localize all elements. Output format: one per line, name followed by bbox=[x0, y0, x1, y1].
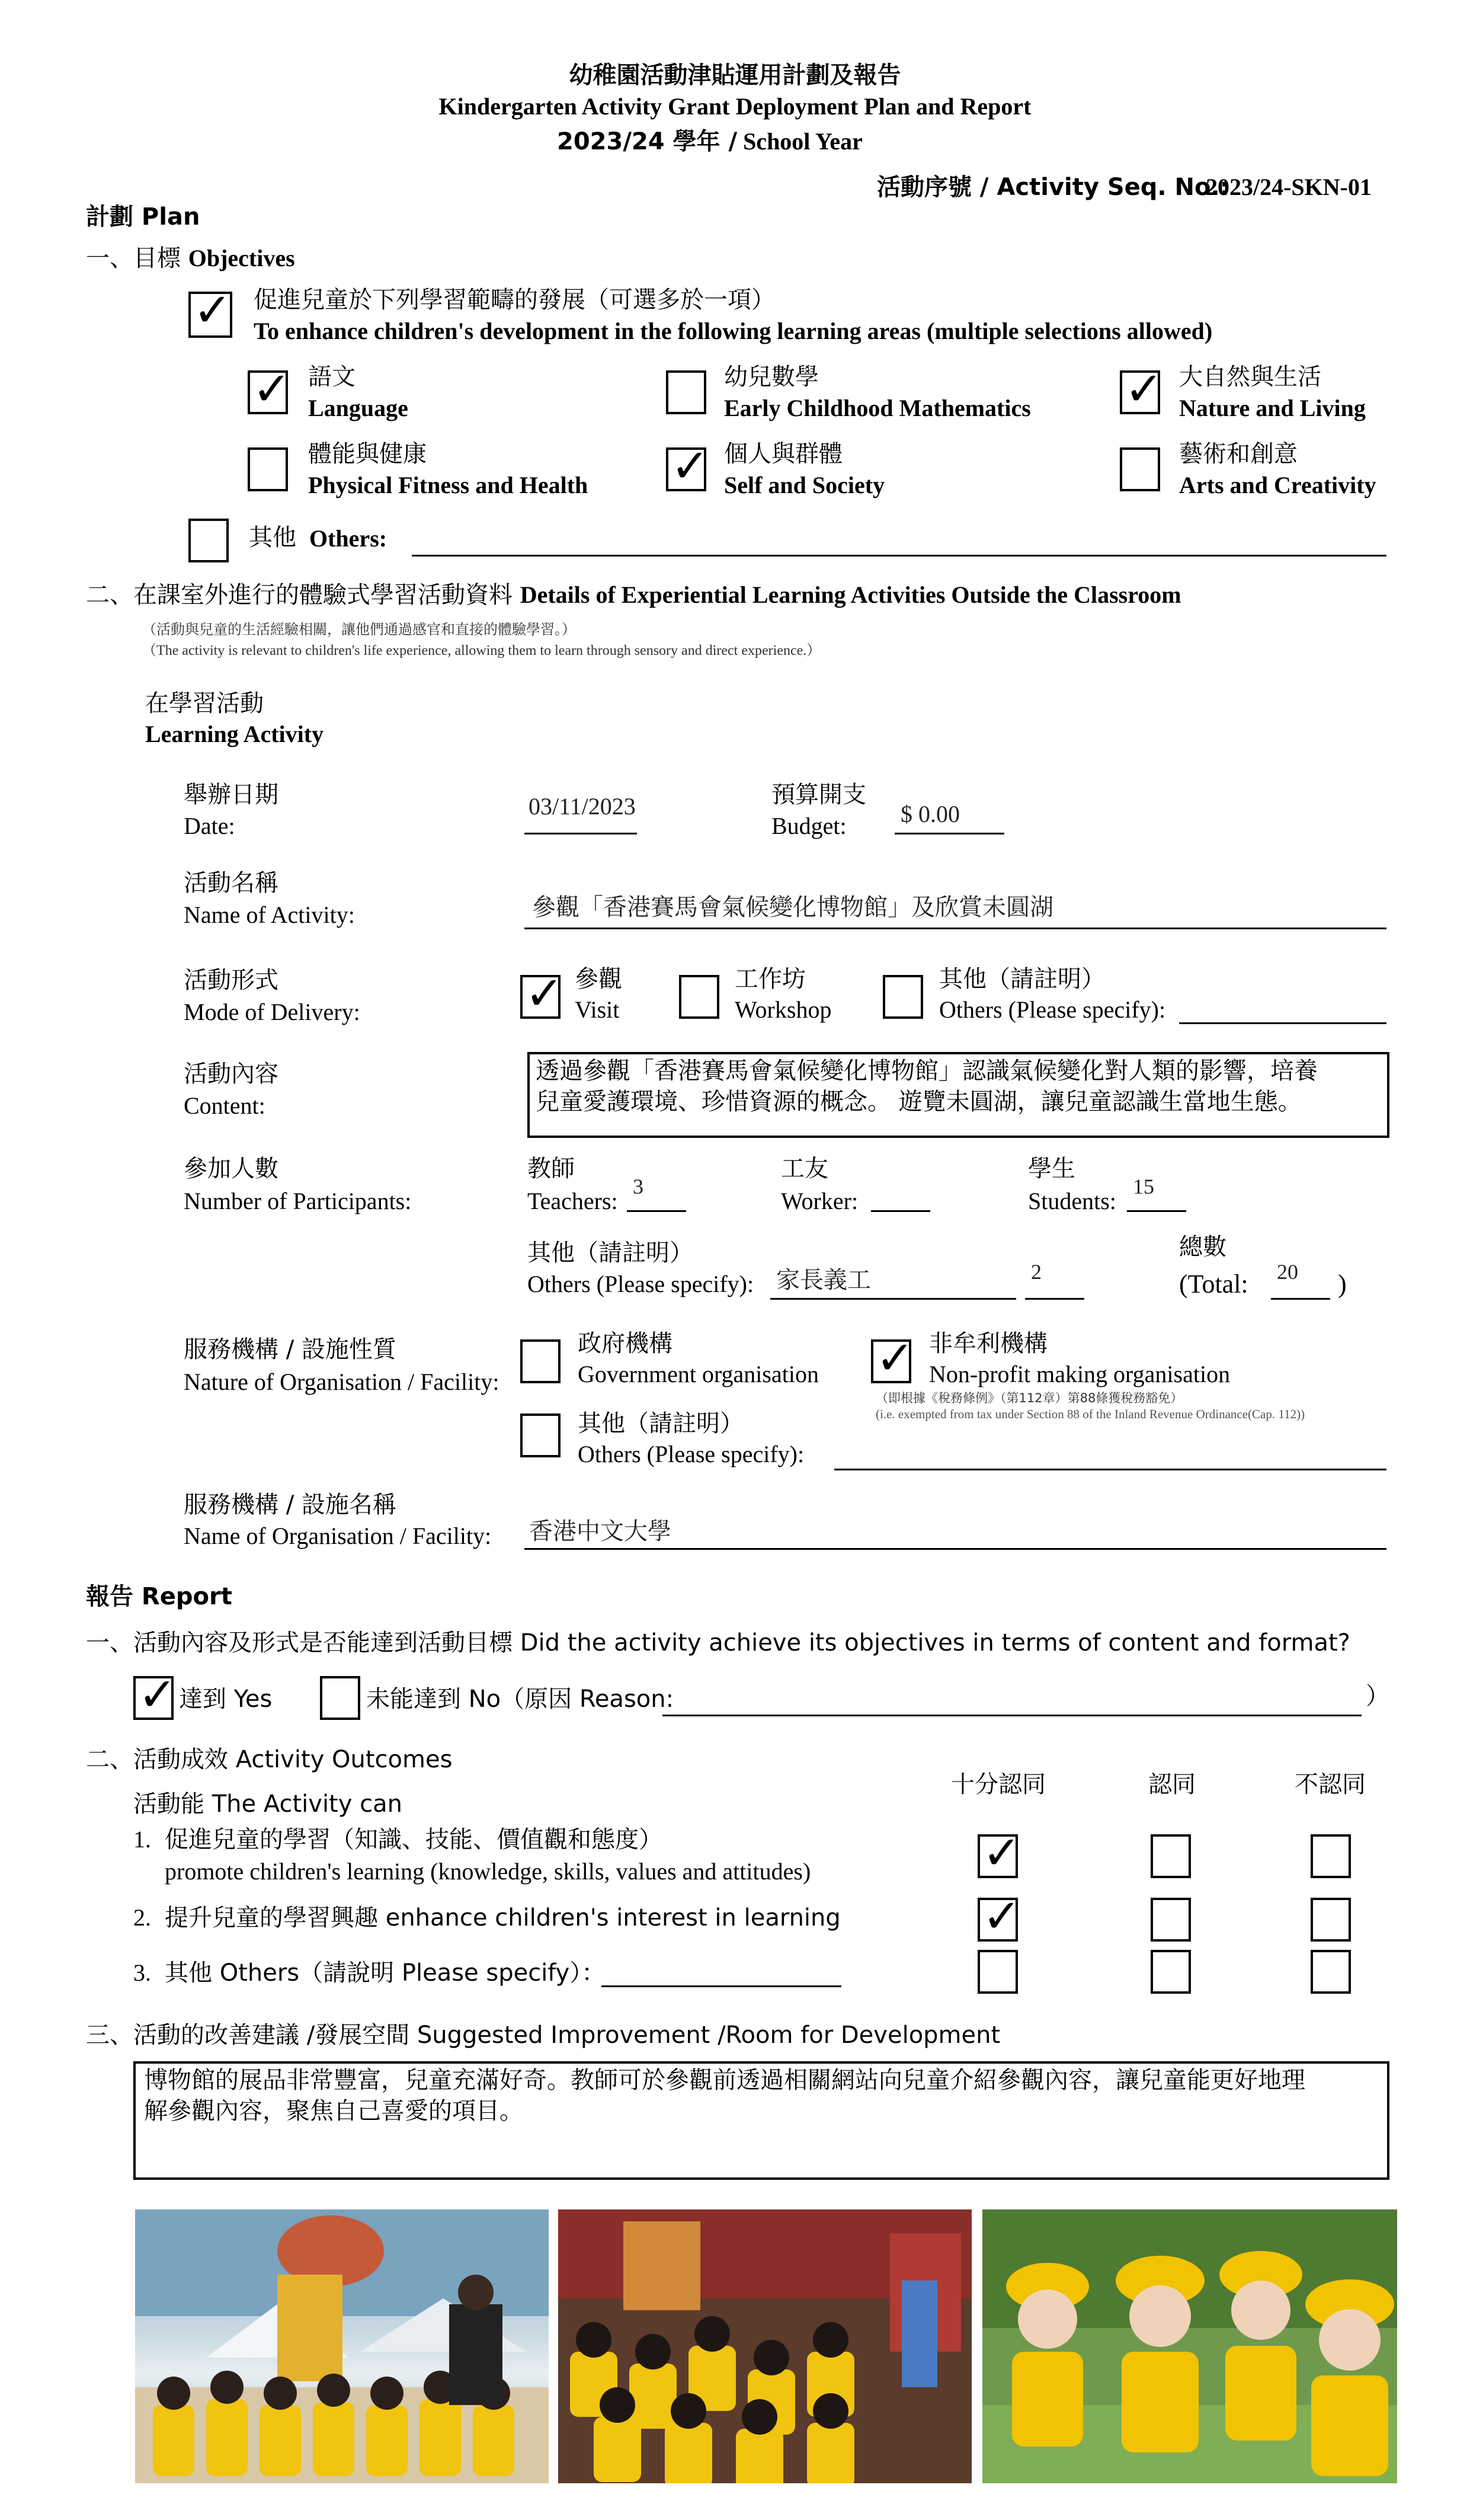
details-heading-zh: 二、在課室外進行的體驗式學習活動資料 bbox=[86, 581, 513, 609]
students-en: Students: bbox=[1028, 1188, 1116, 1214]
budget-en: Budget: bbox=[771, 813, 847, 839]
improve-box[interactable] bbox=[133, 2061, 1389, 2180]
outcome-zh: 促進兒童的學習（知識、技能、價值觀和態度） bbox=[165, 1826, 662, 1853]
participants-zh: 參加人數 bbox=[184, 1155, 278, 1182]
area-en: Nature and Living bbox=[1179, 395, 1366, 421]
total-value[interactable]: 20 bbox=[1277, 1260, 1298, 1284]
col-header: 十分認同 bbox=[951, 1771, 1046, 1798]
outcome1-strongly-agree-checkbox[interactable] bbox=[978, 1827, 1021, 1880]
yes-checkbox[interactable] bbox=[133, 1668, 177, 1722]
outcome3-disagree-checkbox[interactable] bbox=[1311, 1950, 1351, 1994]
mode-en-label: Others (Please specify): bbox=[939, 996, 1166, 1023]
school-year-prefix: 2023/24 學年 / bbox=[557, 128, 738, 155]
mode-en-label: Workshop bbox=[735, 996, 832, 1023]
worker-line bbox=[871, 1210, 930, 1212]
area-checkbox-arts[interactable] bbox=[1120, 447, 1160, 491]
participants-others-count[interactable]: 2 bbox=[1031, 1260, 1042, 1284]
area-zh: 個人與群體 bbox=[724, 440, 843, 468]
area-en: Language bbox=[308, 395, 408, 421]
org-other-zh: 其他（請註明） bbox=[578, 1410, 744, 1437]
no-checkbox[interactable] bbox=[320, 1676, 360, 1720]
check-icon: ✓ bbox=[982, 1827, 1021, 1880]
participants-others-line bbox=[770, 1298, 1016, 1300]
content-line: 兒童愛護環境、珍惜資源的概念。 遊覽未圓湖，讓兒童認識生當地生態。 bbox=[536, 1088, 1302, 1115]
org-npo-note-en: (i.e. exempted from tax under Section 88 of the Inland Revenue Ordinance(Cap. 112)) bbox=[876, 1407, 1305, 1421]
others-objective-zh: 其他 bbox=[249, 524, 296, 551]
orgname-zh: 服務機構 / 設施名稱 bbox=[184, 1491, 396, 1518]
plan-heading: 計劃 Plan bbox=[86, 203, 200, 231]
yes-label: 達到 Yes bbox=[179, 1686, 273, 1713]
worker-zh: 工友 bbox=[781, 1155, 828, 1182]
outcome1-agree-checkbox[interactable] bbox=[1151, 1834, 1191, 1878]
students-zh: 學生 bbox=[1028, 1155, 1075, 1182]
outcome2-agree-checkbox[interactable] bbox=[1151, 1898, 1191, 1942]
close-paren: ） bbox=[1366, 1683, 1389, 1710]
content-zh: 活動內容 bbox=[184, 1060, 278, 1088]
org-zh: 服務機構 / 設施性質 bbox=[184, 1336, 396, 1363]
org-gov-zh: 政府機構 bbox=[578, 1330, 672, 1357]
mode-others-checkbox[interactable] bbox=[883, 975, 923, 1019]
title-en: Kindergarten Activity Grant Deployment Plan and Report bbox=[438, 93, 1032, 120]
main-objective-en: To enhance children's development in the following learning areas (multiple selections allowed) bbox=[254, 318, 1213, 344]
check-icon: ✓ bbox=[252, 363, 292, 416]
students-value[interactable]: 15 bbox=[1133, 1175, 1154, 1198]
title-zh: 幼稚園活動津貼運用計劃及報告 bbox=[569, 62, 901, 89]
report-heading: 報告 Report bbox=[86, 1583, 232, 1610]
objectives-zh: 一、目標 bbox=[86, 245, 181, 272]
outcome1-disagree-checkbox[interactable] bbox=[1311, 1834, 1351, 1878]
outcomes-heading: 二、活動成效 Activity Outcomes bbox=[86, 1746, 453, 1773]
outcome3-strongly-agree-checkbox[interactable] bbox=[978, 1950, 1018, 1994]
orgname-value[interactable]: 香港中文大學 bbox=[529, 1518, 671, 1545]
total-line bbox=[1271, 1298, 1330, 1300]
total-close: ) bbox=[1338, 1269, 1347, 1299]
col-header: 認同 bbox=[1148, 1771, 1196, 1798]
report-q1: 一、活動內容及形式是否能達到活動目標 Did the activity achieve its objectives in terms of content and format? bbox=[86, 1629, 1350, 1656]
participants-en: Number of Participants: bbox=[184, 1188, 412, 1214]
improve-line: 博物館的展品非常豐富，兒童充滿好奇。教師可於參觀前透過相關網站向兒童介紹參觀內容，讓兒童能更好地理 bbox=[144, 2067, 1305, 2094]
outcome-num: 3. bbox=[133, 1959, 151, 1986]
outcome2-strongly-agree-checkbox[interactable] bbox=[978, 1890, 1021, 1943]
area-checkbox-mathematics[interactable] bbox=[666, 370, 706, 414]
mode-zh: 活動形式 bbox=[184, 967, 278, 994]
area-zh: 藝術和創意 bbox=[1179, 440, 1298, 468]
check-icon: ✓ bbox=[138, 1668, 177, 1722]
outcome2-disagree-checkbox[interactable] bbox=[1311, 1898, 1351, 1942]
mode-visit-checkbox[interactable] bbox=[520, 967, 564, 1021]
school-year-suffix: School Year bbox=[743, 128, 863, 155]
participants-others-value[interactable]: 家長義工 bbox=[776, 1267, 871, 1294]
total-en: (Total: bbox=[1179, 1269, 1248, 1299]
content-box[interactable] bbox=[527, 1052, 1389, 1138]
area-checkbox-nature[interactable] bbox=[1120, 363, 1164, 416]
check-icon: ✓ bbox=[982, 1890, 1021, 1943]
orgname-en: Name of Organisation / Facility: bbox=[184, 1523, 492, 1549]
objectives-heading bbox=[86, 244, 295, 273]
outcome-num: 2. bbox=[133, 1904, 151, 1931]
content-line: 透過參觀「香港賽馬會氣候變化博物館」認識氣候變化對人類的影響，培養 bbox=[536, 1057, 1318, 1085]
participants-others-en: Others (Please specify): bbox=[527, 1271, 754, 1297]
area-en: Arts and Creativity bbox=[1179, 472, 1376, 498]
area-zh: 大自然與生活 bbox=[1179, 363, 1321, 391]
area-zh: 幼兒數學 bbox=[724, 363, 819, 391]
outcome-zh: 其他 Others（請說明 Please specify）： bbox=[165, 1959, 606, 1987]
improve-heading: 三、活動的改善建議 /發展空間 Suggested Improvement /Room for Development bbox=[86, 2022, 1001, 2049]
school-year bbox=[557, 127, 863, 156]
outcome-en: promote children's learning (knowledge, skills, values and attitudes) bbox=[165, 1858, 811, 1885]
name-en: Name of Activity: bbox=[184, 901, 355, 928]
details-heading bbox=[86, 581, 1181, 609]
orgname-line bbox=[524, 1548, 1386, 1550]
name-line bbox=[524, 928, 1386, 929]
no-reason-line[interactable] bbox=[662, 1715, 1362, 1716]
check-icon: ✓ bbox=[876, 1332, 915, 1385]
area-checkbox-society[interactable] bbox=[666, 440, 710, 493]
details-note-zh: （活動與兒童的生活經驗相關，讓他們通過感官和直接的體驗學習。） bbox=[142, 621, 576, 638]
area-zh: 語文 bbox=[308, 363, 356, 391]
area-checkbox-language[interactable] bbox=[248, 363, 292, 416]
check-icon: ✓ bbox=[671, 440, 710, 493]
date-zh: 舉辦日期 bbox=[184, 781, 278, 808]
teachers-en: Teachers: bbox=[527, 1188, 618, 1214]
budget-zh: 預算開支 bbox=[771, 781, 866, 808]
activity-en: Learning Activity bbox=[145, 721, 324, 747]
details-heading-en: Details of Experiential Learning Activities Outside the Classroom bbox=[520, 581, 1181, 608]
org-other-line[interactable] bbox=[834, 1469, 1386, 1470]
seq-label: 活動序號 / Activity Seq. No.: bbox=[877, 174, 1229, 201]
content-en: Content: bbox=[184, 1092, 265, 1119]
area-en: Physical Fitness and Health bbox=[308, 472, 588, 498]
col-header: 不認同 bbox=[1295, 1771, 1366, 1798]
photo-3-illustration bbox=[982, 2209, 1397, 2483]
budget-value[interactable]: $ 0.00 bbox=[901, 801, 960, 827]
total-zh: 總數 bbox=[1179, 1233, 1226, 1261]
outcome-zh: 提升兒童的學習興趣 enhance children's interest in learning bbox=[165, 1904, 841, 1931]
worker-en: Worker: bbox=[781, 1188, 859, 1214]
area-en: Early Childhood Mathematics bbox=[724, 395, 1031, 421]
outcome3-agree-checkbox[interactable] bbox=[1151, 1950, 1191, 1994]
activity-photo-1 bbox=[135, 2209, 549, 2483]
teachers-zh: 教師 bbox=[527, 1155, 575, 1182]
improve-line: 解參觀內容，聚焦自己喜愛的項目。 bbox=[144, 2097, 523, 2125]
can-label: 活動能 The Activity can bbox=[133, 1790, 402, 1818]
seq-value: 2023/24-SKN-01 bbox=[1206, 174, 1372, 200]
main-objective-zh: 促進兒童於下列學習範疇的發展（可選多於一項） bbox=[254, 286, 775, 314]
main-objective-checkbox[interactable] bbox=[188, 284, 232, 338]
area-en: Self and Society bbox=[724, 472, 885, 498]
teachers-value[interactable]: 3 bbox=[633, 1175, 643, 1198]
details-note-en: （The activity is relevant to children's life experience, allowing them to learn through sensory and direct experience.） bbox=[142, 643, 821, 658]
check-icon: ✓ bbox=[193, 284, 232, 337]
org-en: Nature of Organisation / Facility: bbox=[184, 1368, 499, 1395]
date-en: Date: bbox=[184, 813, 235, 839]
others-objective-en: Others: bbox=[309, 525, 387, 552]
mode-zh-label: 工作坊 bbox=[735, 965, 806, 993]
mode-workshop-checkbox[interactable] bbox=[679, 975, 719, 1019]
mode-zh-label: 參觀 bbox=[575, 965, 622, 993]
mode-en-label: Visit bbox=[575, 996, 620, 1023]
name-zh: 活動名稱 bbox=[184, 869, 278, 897]
org-npo-note-zh: （即根據《稅務條例》（第112章）第88條獲稅務豁免） bbox=[876, 1391, 1183, 1405]
others-objective-line[interactable] bbox=[412, 555, 1386, 557]
others-objective-checkbox[interactable] bbox=[188, 519, 229, 562]
outcome3-specify-line[interactable] bbox=[601, 1985, 841, 1987]
area-checkbox-physical[interactable] bbox=[248, 447, 288, 491]
photo-2-illustration bbox=[558, 2209, 972, 2483]
org-npo-checkbox[interactable] bbox=[871, 1332, 915, 1385]
budget-line bbox=[895, 833, 1004, 834]
area-zh: 體能與健康 bbox=[308, 440, 427, 468]
org-gov-checkbox[interactable] bbox=[520, 1339, 561, 1383]
org-other-en: Others (Please specify): bbox=[578, 1441, 805, 1467]
date-value[interactable]: 03/11/2023 bbox=[529, 793, 636, 820]
mode-zh-label: 其他（請註明） bbox=[939, 965, 1105, 993]
teachers-line bbox=[627, 1210, 686, 1212]
objectives-en: Objectives bbox=[188, 245, 295, 271]
mode-others-line[interactable] bbox=[1179, 1022, 1386, 1024]
org-npo-en: Non-profit making organisation bbox=[929, 1361, 1231, 1387]
students-line bbox=[1127, 1210, 1186, 1212]
org-gov-en: Government organisation bbox=[578, 1361, 819, 1387]
participants-others-count-line bbox=[1025, 1298, 1084, 1300]
org-other-checkbox[interactable] bbox=[520, 1413, 561, 1457]
check-icon: ✓ bbox=[1125, 363, 1164, 416]
no-label: 未能達到 No（原因 Reason: bbox=[366, 1686, 674, 1713]
outcome-num: 1. bbox=[133, 1826, 151, 1853]
name-value[interactable]: 參觀「香港賽馬會氣候變化博物館」及欣賞未圓湖 bbox=[532, 894, 1053, 921]
participants-others-zh: 其他（請註明） bbox=[527, 1239, 693, 1267]
photo-1-illustration bbox=[135, 2209, 549, 2483]
org-npo-zh: 非牟利機構 bbox=[929, 1330, 1048, 1357]
date-line bbox=[524, 833, 637, 834]
activity-zh: 在學習活動 bbox=[145, 690, 264, 717]
activity-photo-3 bbox=[982, 2209, 1397, 2483]
check-icon: ✓ bbox=[525, 967, 564, 1021]
mode-en: Mode of Delivery: bbox=[184, 999, 360, 1025]
activity-photo-2 bbox=[558, 2209, 972, 2483]
